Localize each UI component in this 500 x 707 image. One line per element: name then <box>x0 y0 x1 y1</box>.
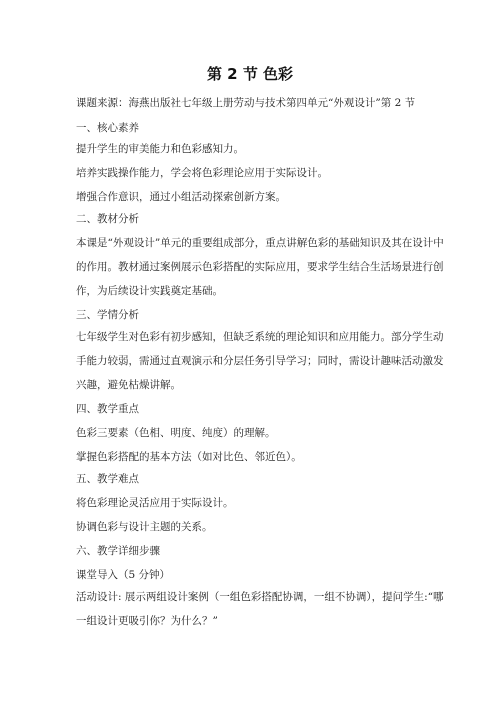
textbook-analysis-line: 本课是“外观设计”单元的重要组成部分，重点讲解色彩的基础知识及其在设计中 <box>76 237 444 249</box>
learner-analysis-line: 兴趣，避免枯燥讲解。 <box>76 379 181 391</box>
class-intro-label: 课堂导入（5 分钟） <box>76 569 171 581</box>
heading-textbook-analysis: 二、教材分析 <box>76 213 139 225</box>
page-title: 第 2 节 色彩 <box>206 65 294 83</box>
heading-core-literacy: 一、核心素养 <box>76 122 139 134</box>
core-literacy-item: 增强合作意识，通过小组活动探索创新方案。 <box>76 191 286 203</box>
learner-analysis-line: 手能力较弱，需通过直观演示和分层任务引导学习；同时，需设计趣味活动激发 <box>76 355 444 367</box>
heading-teaching-steps: 六、教学详细步骤 <box>76 545 160 557</box>
heading-learner-analysis: 三、学情分析 <box>76 309 139 321</box>
textbook-analysis-line: 的作用。教材通过案例展示色彩搭配的实际应用，要求学生结合生活场景进行创 <box>76 261 444 273</box>
learner-analysis-line: 七年级学生对色彩有初步感知，但缺乏系统的理论知识和应用能力。部分学生动 <box>76 331 444 343</box>
activity-design-line: 一组设计更吸引你？为什么？” <box>76 615 218 627</box>
difficulty-item: 协调色彩与设计主题的关系。 <box>76 521 213 533</box>
key-point-item: 色彩三要素（色相、明度、纯度）的理解。 <box>76 427 276 439</box>
activity-design-line: 活动设计: 展示两组设计案例（一组色彩搭配协调，一组不协调），提问学生:“哪 <box>76 591 444 603</box>
difficulty-item: 将色彩理论灵活应用于实际设计。 <box>76 497 234 509</box>
heading-key-points: 四、教学重点 <box>76 403 139 415</box>
heading-difficulties: 五、教学难点 <box>76 473 139 485</box>
core-literacy-item: 提升学生的审美能力和色彩感知力。 <box>76 143 244 155</box>
key-point-item: 掌握色彩搭配的基本方法（如对比色、邻近色）。 <box>76 451 302 463</box>
core-literacy-item: 培养实践操作能力，学会将色彩理论应用于实际设计。 <box>76 167 328 179</box>
textbook-analysis-line: 作，为后续设计实践奠定基础。 <box>76 285 223 297</box>
lesson-source: 课题来源：海燕出版社七年级上册劳动与技术第四单元“外观设计”第 2 节 <box>76 97 416 109</box>
